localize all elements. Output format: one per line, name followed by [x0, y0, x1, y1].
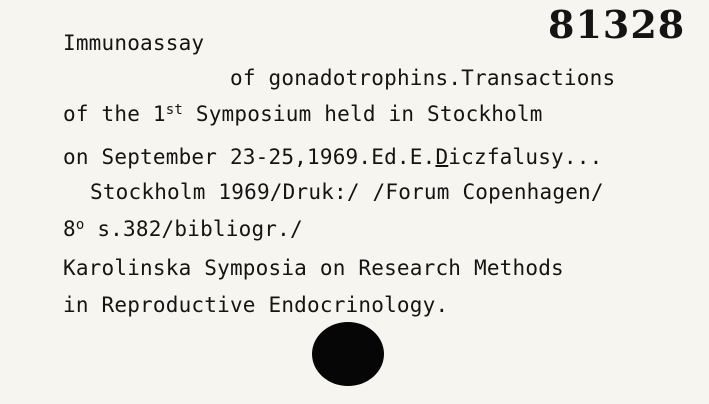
underlined-letter: D — [435, 145, 449, 169]
line-series-cont: in Reproductive Endocrinology. — [63, 293, 449, 317]
line-4-text-b: iczfalusy... — [448, 145, 603, 169]
line-title: Immunoassay — [63, 31, 205, 55]
line-4-text-a: on September 23-25,1969.Ed.E. — [63, 145, 436, 169]
degree-superscript: o — [75, 217, 85, 233]
punch-hole — [312, 322, 384, 386]
catalog-number: 81328 — [548, 2, 686, 47]
line-3-text-b: Symposium held in Stockholm — [183, 102, 543, 126]
line-6-text-a: 8 — [63, 217, 76, 241]
line-publisher: Stockholm 1969/Druk:/ /Forum Copenhagen/ — [90, 180, 604, 204]
line-3-text-a: of the 1 — [63, 102, 166, 126]
line-transactions — [63, 101, 543, 127]
line-subtitle: of gonadotrophins.Transactions — [230, 66, 616, 90]
line-6-text-b: s.382/bibliogr./ — [84, 217, 303, 241]
line-format — [63, 216, 303, 242]
line-dates-editor — [63, 144, 602, 170]
line-series: Karolinska Symposia on Research Methods — [63, 256, 564, 280]
ordinal-superscript: st — [165, 102, 184, 118]
